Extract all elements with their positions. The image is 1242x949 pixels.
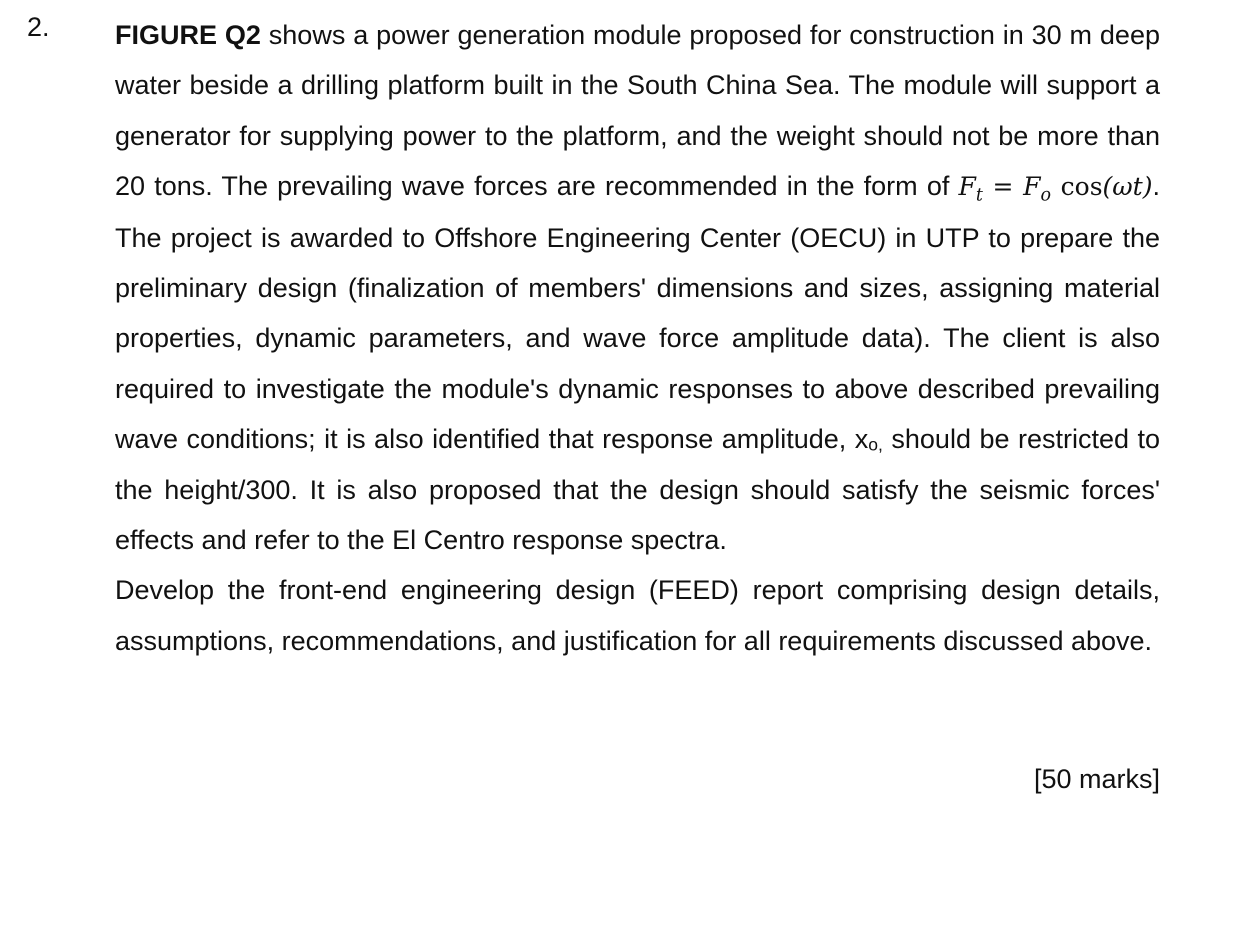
formula-rhs-subscript: o: [1040, 185, 1052, 206]
amplitude-subscript: o,: [868, 434, 883, 455]
marks-allocation: [50 marks]: [1033, 764, 1160, 794]
question-paragraph-main: [115, 10, 1160, 565]
figure-reference: FIGURE Q2: [115, 20, 261, 50]
formula-rhs: F: [1023, 172, 1041, 202]
paragraph-text-part-2: . The project is awarded to Offshore Engineering Center (OECU) in UTP to prepare the preliminary design (finalization of members' dimensions and sizes, assigning material properties, dynamic parameters, and wave force amplitude data). The client is also required to investigate the module's dynamic responses to above described prevailing wave conditions; it is also identified that response amplitude, x: [115, 171, 1161, 455]
formula-lhs-subscript: t: [975, 185, 983, 206]
formula-lhs: F: [958, 172, 976, 202]
question-number: 2.: [27, 12, 50, 42]
formula-equals: =: [982, 172, 1024, 202]
formula-function: cos: [1051, 172, 1103, 202]
paragraph-text-part-3: should be restricted to the height/300. It is also proposed that the design should satisfy the seismic forces' effects and refer to the El Centro response spectra.: [115, 424, 1160, 556]
formula-argument: (ωt): [1102, 172, 1153, 202]
paragraph-text-part-1: shows a power generation module proposed for construction in 30 m deep water beside a drilling platform built in the South China Sea. The module will support a generator for supplying power to the platform, and the weight should not be more than 20 tons. The prevailing wave forces are recommended in the form of: [115, 20, 1160, 202]
question-body: [115, 10, 1160, 666]
question-paragraph-task: Develop the front-end engineering design (FEED) report comprising design details, assumptions, recommendations, and justification for all requirements discussed above.: [115, 575, 1160, 656]
wave-force-formula: [958, 172, 1153, 206]
